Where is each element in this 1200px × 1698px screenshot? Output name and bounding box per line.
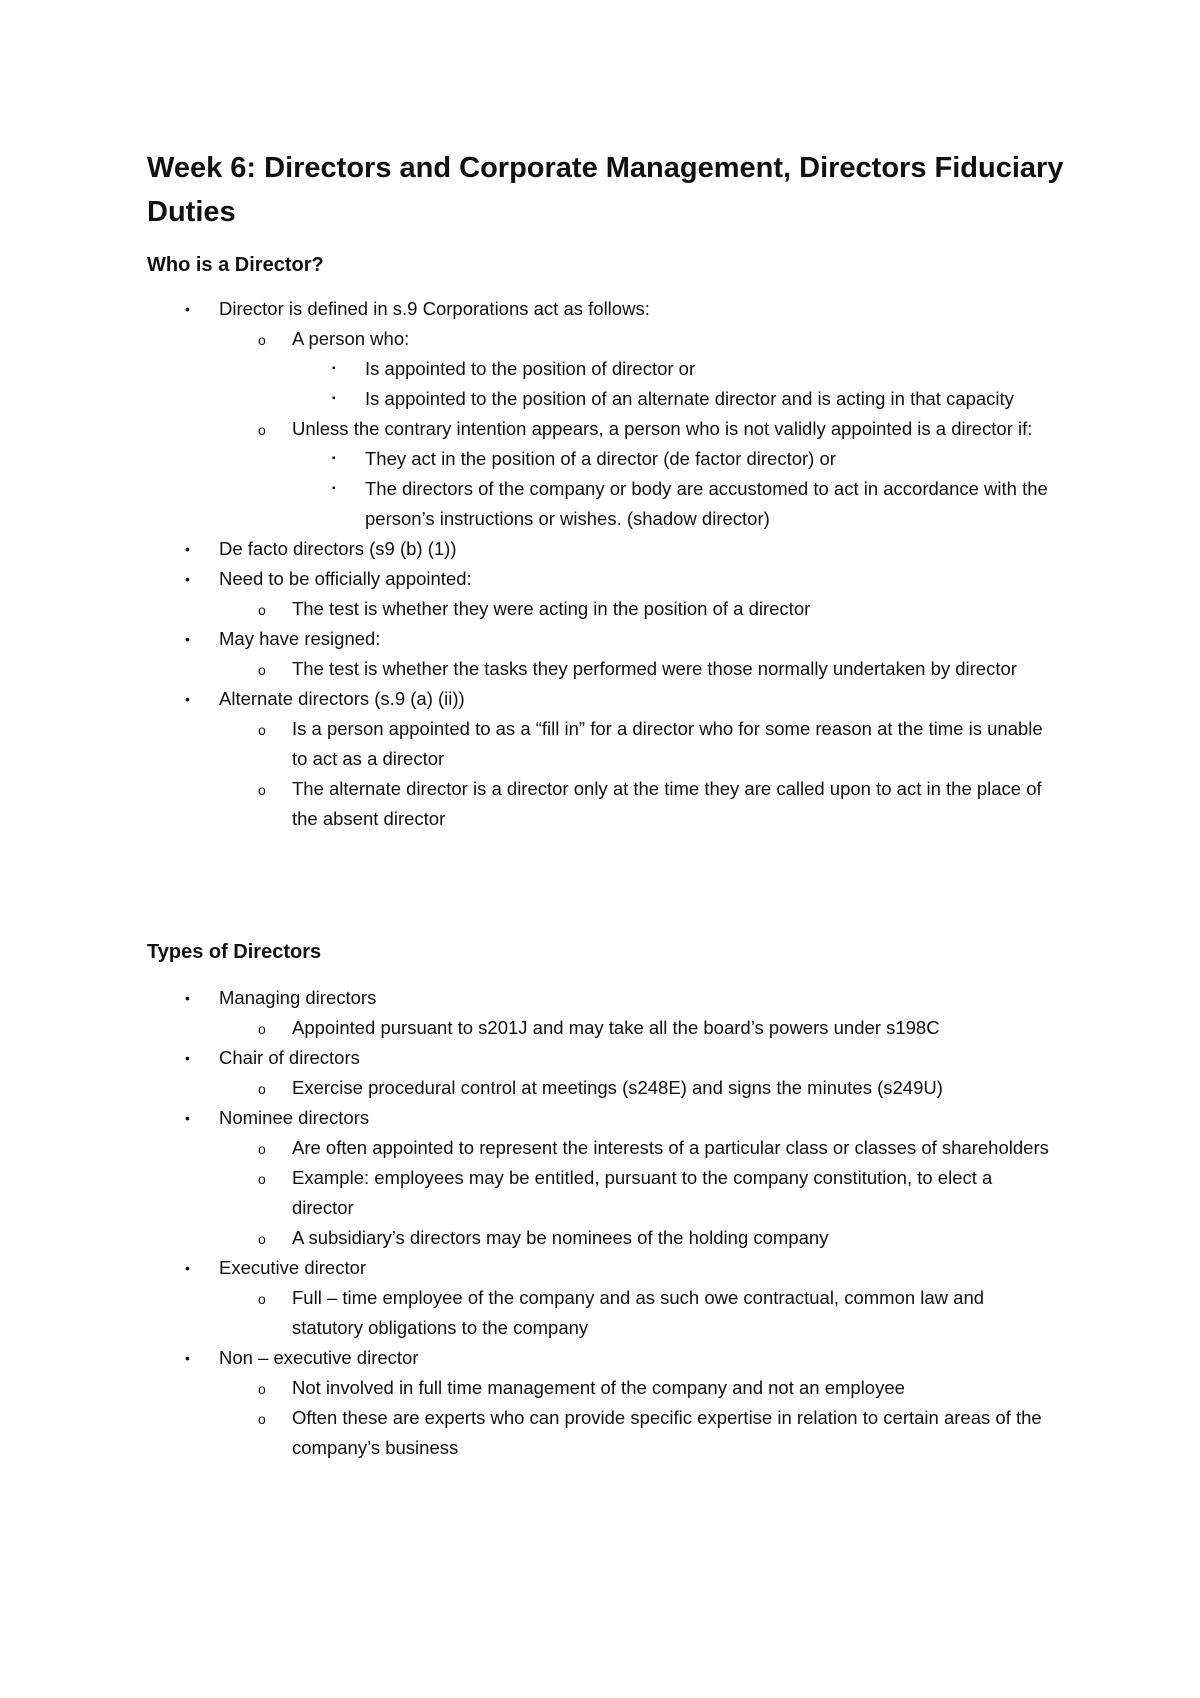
bullet-square-icon: ▪ [332, 483, 336, 494]
list-item-text: Managing directors [219, 987, 377, 1008]
list-item-text: A subsidiary’s directors may be nominees of the holding company [292, 1227, 829, 1248]
bullet-dot-icon: • [185, 1350, 190, 1366]
list-item-text: A person who: [292, 328, 410, 349]
list-item-text: Is appointed to the position of an alternate director and is acting in that capacity [365, 388, 1014, 409]
bullet-circle-icon: o [258, 1021, 266, 1037]
bullet-dot-icon: • [185, 1050, 190, 1066]
list-item-text: Non – executive director [219, 1347, 419, 1368]
bullet-circle-icon: o [258, 332, 266, 348]
bullet-square-icon: ▪ [332, 363, 336, 374]
list-item [0, 1223, 1200, 1253]
list-item [0, 414, 1200, 444]
list-item [0, 684, 1200, 714]
bullet-dot-icon: • [185, 541, 190, 557]
list-item [0, 384, 1200, 414]
list-item-text: May have resigned: [219, 628, 381, 649]
bullet-dot-icon: • [185, 571, 190, 587]
list-item-text: Alternate directors (s.9 (a) (ii)) [219, 688, 465, 709]
bullet-circle-icon: o [258, 782, 266, 798]
list-item-text: Are often appointed to represent the interests of a particular class or classes of shareholders [292, 1137, 1049, 1158]
list-item [0, 1163, 1200, 1223]
bullet-square-icon: ▪ [332, 453, 336, 464]
bullet-circle-icon: o [258, 422, 266, 438]
who-is-a-director-list [0, 294, 1200, 834]
bullet-circle-icon: o [258, 1291, 266, 1307]
section-heading-who-is-a-director: Who is a Director? [147, 254, 324, 276]
bullet-dot-icon: • [185, 691, 190, 707]
list-item-text: Full – time employee of the company and as such owe contractual, common law and statutory obligations to the company [292, 1287, 985, 1338]
list-item-text: Exercise procedural control at meetings (s248E) and signs the minutes (s249U) [292, 1077, 943, 1098]
types-of-directors-list [0, 983, 1200, 1463]
list-item [0, 774, 1200, 834]
list-item [0, 1073, 1200, 1103]
bullet-dot-icon: • [185, 1110, 190, 1126]
list-item [0, 564, 1200, 594]
list-item-text: Example: employees may be entitled, pursuant to the company constitution, to elect a director [292, 1167, 993, 1218]
bullet-circle-icon: o [258, 1171, 266, 1187]
list-item-text: The alternate director is a director only at the time they are called upon to act in the place of the absent director [292, 778, 1042, 829]
list-item [0, 1133, 1200, 1163]
list-item [0, 983, 1200, 1013]
list-item [0, 1253, 1200, 1283]
bullet-circle-icon: o [258, 1081, 266, 1097]
list-item [0, 1373, 1200, 1403]
list-item [0, 624, 1200, 654]
list-item-text: Director is defined in s.9 Corporations act as follows: [219, 298, 650, 319]
list-item-text: Not involved in full time management of the company and not an employee [292, 1377, 905, 1398]
list-item-text: The test is whether they were acting in the position of a director [292, 598, 811, 619]
bullet-dot-icon: • [185, 301, 190, 317]
list-item [0, 1013, 1200, 1043]
list-item [0, 654, 1200, 684]
bullet-circle-icon: o [258, 722, 266, 738]
list-item-text: Is appointed to the position of director or [365, 358, 696, 379]
bullet-circle-icon: o [258, 1141, 266, 1157]
document-title: Week 6: Directors and Corporate Management, Directors Fiduciary Duties [147, 152, 1064, 228]
bullet-square-icon: ▪ [332, 393, 336, 404]
list-item-text: They act in the position of a director (de factor director) or [365, 448, 836, 469]
bullet-circle-icon: o [258, 1411, 266, 1427]
list-item [0, 1343, 1200, 1373]
list-item-text: Is a person appointed to as a “fill in” for a director who for some reason at the time is unable to act as a director [292, 718, 1043, 769]
bullet-dot-icon: • [185, 990, 190, 1006]
section-heading-types-of-directors: Types of Directors [147, 941, 322, 963]
list-item [0, 324, 1200, 354]
list-item [0, 354, 1200, 384]
bullet-circle-icon: o [258, 1381, 266, 1397]
list-item [0, 534, 1200, 564]
list-item-text: The test is whether the tasks they performed were those normally undertaken by director [292, 658, 1017, 679]
bullet-dot-icon: • [185, 1260, 190, 1276]
list-item [0, 594, 1200, 624]
list-item-text: The directors of the company or body are accustomed to act in accordance with the person’s instructions or wishes. (shadow director) [365, 478, 1048, 529]
list-item-text: Nominee directors [219, 1107, 370, 1128]
bullet-circle-icon: o [258, 662, 266, 678]
list-item-text: Chair of directors [219, 1047, 360, 1068]
bullet-circle-icon: o [258, 602, 266, 618]
list-item [0, 1403, 1200, 1463]
list-item [0, 1283, 1200, 1343]
list-item-text: Appointed pursuant to s201J and may take all the board’s powers under s198C [292, 1017, 940, 1038]
bullet-dot-icon: • [185, 631, 190, 647]
list-item-text: De facto directors (s9 (b) (1)) [219, 538, 457, 559]
bullet-circle-icon: o [258, 1231, 266, 1247]
list-item [0, 474, 1200, 534]
list-item [0, 294, 1200, 324]
list-item-text: Executive director [219, 1257, 367, 1278]
list-item-text: Unless the contrary intention appears, a person who is not validly appointed is a director if: [292, 418, 1033, 439]
list-item-text: Often these are experts who can provide specific expertise in relation to certain areas of the company’s business [292, 1407, 1042, 1458]
list-item [0, 444, 1200, 474]
list-item [0, 1103, 1200, 1133]
list-item [0, 714, 1200, 774]
list-item [0, 1043, 1200, 1073]
list-item-text: Need to be officially appointed: [219, 568, 472, 589]
